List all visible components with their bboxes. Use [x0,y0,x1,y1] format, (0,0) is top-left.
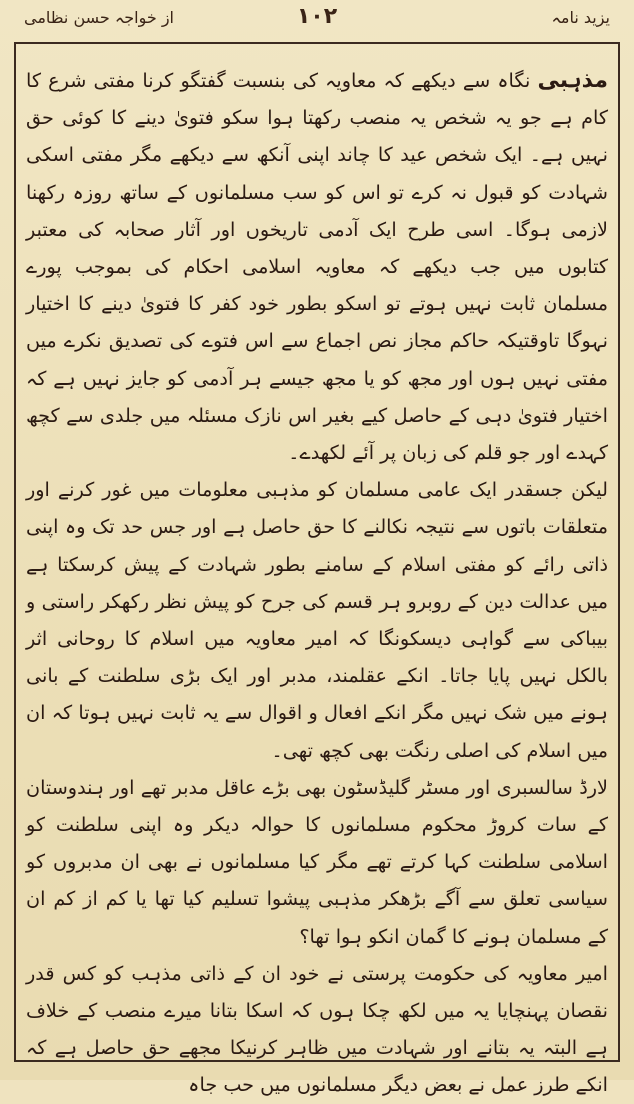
paragraph: امیر معاویہ کی حکومت پرستی نے خود ان کے ذاتی مذہب کو کس قدر نقصان پہنچایا یہ میں لکھ چکا ہوں کہ اسکا بتانا میرے منصب کے خلاف ہے البتہ یہ بتانے اور شہادت میں ظاہر کرنیکا مجھے حق حاصل ہے کہ انکے طرز عمل نے بعض دیگر مسلمانوں میں حب جاہ [26,961,608,1097]
paragraph-text: نگاہ سے دیکھے کہ معاویہ کی بنسبت گفتگو کرنا مفتی شرع کا کام ہے جو یہ شخص یہ منصب رکھتا ہوا سکو فتویٰ دینے کا کوئی حق نہیں ہے۔ ایک شخص عید کا چاند اپنی آنکھ سے دیکھے مگر مفتی اسکی شہادت کو قبول نہ کرے تو اس کو سب مسلمانوں کے ساتھ روزہ رکھنا لازمی ہوگا۔ اسی طرح ایک آدمی تاریخوں اور آثار صحابہ کی معتبر کتابوں میں جب دیکھے کہ معاویہ اسلامی احکام کی بموجب پورے مسلمان ثابت نہیں ہوتے تو اسکو بطور خود کفر کا فتویٰ دینے کا اختیار نہوگا تاوقتیکہ حاکم مجاز نص اجماع سے اس فتوے کی تصدیق نکرے میں مفتی نہیں ہوں اور مجھ کو یا مجھ جیسے ہر آدمی کو جایز نہیں ہے کہ اختیار فتویٰ دہی کے حاصل کیے بغیر اس نازک مسئلہ میں جلدی سے کچھ کہدے اور جو قلم کی زبان پر آئے لکھدے۔ [26,69,608,465]
running-author: از خواجہ حسن نظامی [24,8,174,27]
paragraph: لارڈ سالسبری اور مسٹر گلیڈسٹون بھی بڑے عاقل مدبر تھے اور ہندوستان کے سات کروڑ محکوم مسلمانوں کا حوالہ دیکر وہ اپنی سلطنت کو اسلامی سلطنت کہا کرتے تھے مگر کیا مسلمانوں نے بھی ان مدبروں کو سیاسی تعلق سے آگے بڑھکر مذہبی پیشوا تسلیم کیا تھا یا کم از کم ان کے مسلمان ہونے کا گمان انکو ہوا تھا؟ [26,775,608,948]
running-title: یزید نامہ [551,8,610,27]
paragraph: لیکن جسقدر ایک عامی مسلمان کو مذہبی معلومات میں غور کرنے اور متعلقات باتوں سے نتیجہ نکالنے کا حق حاصل ہے اور جس حد تک وہ اپنی ذاتی رائے کو مفتی اسلام کے سامنے بطور شہادت کے پیش کرسکتا ہے میں عدالت دین کے روبرو ہر قسم کی جرح کو پیش نظر رکھکر راستی و بیباکی سے گواہی دیسکونگا کہ امیر معاویہ میں اسلام کا روحانی اثر بالکل نہیں پایا جاتا۔ انکے عقلمند، مدبر اور ایک بڑی سلطنت کے بانی ہونے میں شک نہیں مگر انکے افعال و اقوال سے یہ ثابت نہیں ہوتا کہ ان میں اسلام کی اصلی رنگت بھی کچھ تھی۔ [26,478,608,762]
page-body [26,62,608,1097]
lead-word: مذہبی [537,68,608,93]
page-header [0,0,634,42]
page-number: ۱۰۲ [296,4,338,29]
paragraph [26,62,608,471]
